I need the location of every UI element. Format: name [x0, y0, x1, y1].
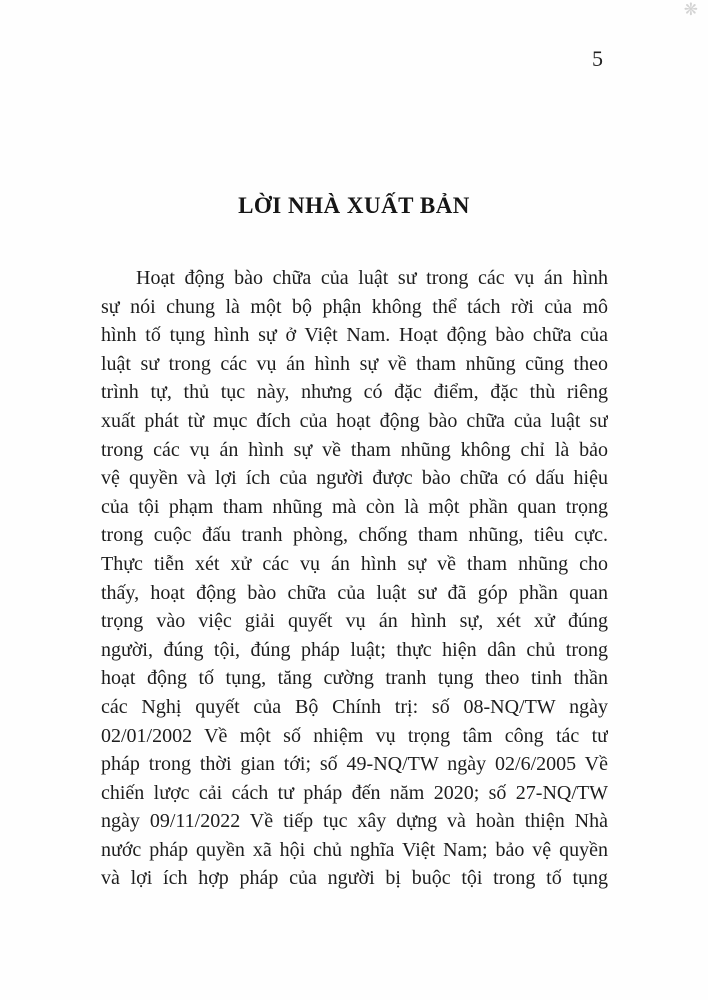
text-line: nước pháp quyền xã hội chủ nghĩa Việt Nam; bảo vệ quyền — [101, 838, 608, 861]
text-line: luật sư trong các vụ án hình sự về tham nhũng cũng theo — [101, 352, 608, 375]
text-line: và lợi ích hợp pháp của người bị buộc tội trong tố tụng — [101, 867, 608, 890]
text-line: Thực tiễn xét xử các vụ án hình sự về tham nhũng cho — [101, 552, 608, 575]
text-line: hình tố tụng hình sự ở Việt Nam. Hoạt động bào chữa của — [101, 324, 608, 347]
text-line: vệ quyền và lợi ích của người được bào chữa có dấu hiệu — [101, 467, 608, 490]
text-line: người, đúng tội, đúng pháp luật; thực hiện dân chủ trong — [101, 638, 608, 661]
text-line: trọng vào việc giải quyết vụ án hình sự, xét xử đúng — [101, 610, 608, 633]
text-line: thấy, hoạt động bào chữa của luật sư đã góp phần quan — [101, 581, 608, 604]
body-paragraph — [101, 264, 608, 893]
text-line: trong cuộc đấu tranh phòng, chống tham nhũng, tiêu cực. — [101, 524, 608, 547]
text-line: trong các vụ án hình sự về tham nhũng không chỉ là bảo — [101, 438, 608, 461]
text-line: của tội phạm tham nhũng mà còn là một phần quan trọng — [101, 495, 608, 518]
text-line: các Nghị quyết của Bộ Chính trị: số 08-NQ/TW ngày — [101, 695, 608, 718]
text-line: trình tự, thủ tục này, nhưng có đặc điểm, đặc thù riêng — [101, 381, 608, 404]
page-heading: LỜI NHÀ XUẤT BẢN — [238, 193, 470, 218]
text-line: sự nói chung là một bộ phận không thể tách rời của mô — [101, 295, 608, 318]
text-line: chiến lược cải cách tư pháp đến năm 2020; số 27-NQ/TW — [101, 781, 608, 804]
flower-ornament-icon: ❋ — [683, 0, 698, 19]
page-number: 5 — [592, 46, 603, 71]
text-line: xuất phát từ mục đích của hoạt động bào chữa của luật sư — [101, 409, 608, 432]
text-line: ngày 09/11/2022 Về tiếp tục xây dựng và hoàn thiện Nhà — [101, 810, 608, 833]
text-line: pháp trong thời gian tới; số 49-NQ/TW ngày 02/6/2005 Về — [101, 753, 608, 776]
text-line: 02/01/2002 Về một số nhiệm vụ trọng tâm công tác tư — [101, 724, 608, 747]
text-line: Hoạt động bào chữa của luật sư trong các vụ án hình — [136, 267, 608, 289]
text-line: hoạt động tố tụng, tăng cường tranh tụng theo tinh thần — [101, 667, 608, 690]
